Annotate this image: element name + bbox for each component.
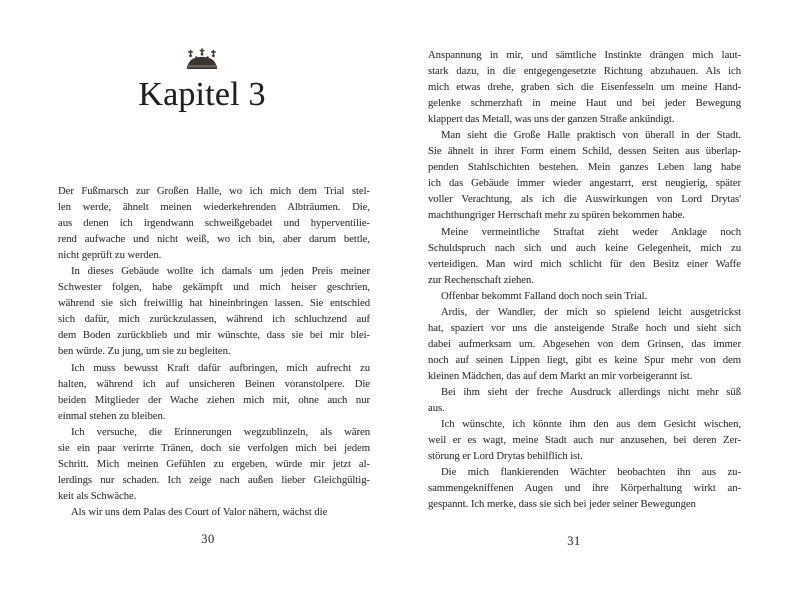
text-line: Ich versuche, die Erinnerungen wegzublinzeln, als wären [71,425,370,438]
chapter-title: Kapitel 3 [138,76,266,113]
text-line: sammengekniffenen Augen und ihre Körperhaltung wirkt an- [428,482,741,495]
text-line: stark dazu, in die entgegengesetzte Richtung abzuhauen. Als ich [428,65,741,78]
right-page-text [428,47,741,512]
text-line: ich das Gebäude immer wieder angestarrt, erst neugierig, später [428,177,741,190]
text-line: gespannt. Ich merke, dass sie sich bei jeder seiner Bewegungen [428,498,696,511]
text-line: dabei aufmerksam um. Abgesehen von dem Grinsen, das immer [428,337,741,350]
text-line: hat, spaziert vor uns die ansteigende Straße hoch und sieht sich [428,321,741,334]
text-line: noch auf seinen Lippen liegt, gibt es keine Spur mehr von dem [428,353,741,366]
text-line: Schwester folgen, habe gekämpft und mich heiser geschrien, [58,281,370,294]
text-line: kleinen Mädchen, das auf dem Markt an mir vorbeigerannt ist. [428,369,693,382]
left-page [58,0,370,600]
text-line: voller Verachtung, als ich die Auswirkungen von Lord Drytas' [428,193,741,206]
text-line: gelenke schmerzhaft in meine Haut und bei jeder Bewegung [428,97,741,110]
left-page-number: 30 [201,532,215,546]
text-line: Offenbar bekommt Falland doch noch sein Trial. [441,289,648,302]
text-line: einmal stehen zu bleiben. [58,409,166,422]
text-line: Die mich flankierenden Wächter beobachten ihn aus zu- [441,466,741,479]
text-line: dem Boden zurückblieb und mir wünschte, dass sie bei mir blei- [58,329,370,342]
text-line: rend aufwache und nicht weiß, wo ich bin, aber darum bettle, [58,233,370,246]
text-line: sie ein paar verirrte Tränen, doch sie verfolgen mich bei jedem [58,441,370,454]
text-line: zur Rechenschaft ziehen. [428,273,534,286]
text-line: Der Fußmarsch zur Großen Halle, wo ich mich dem Trial stel- [58,185,370,197]
crown-icon [58,48,346,72]
text-line: Ardis, der Wandler, der mich so spielend leicht ausgetrickst [441,305,741,318]
text-line: Schuldspruch nach sich und auch keine Gelegenheit, mich zu [428,241,741,254]
text-line: klappert das Metall, was uns der ganzen Straße ankündigt. [428,113,675,126]
text-line: Als wir uns dem Palas des Court of Valor nähern, wächst die [71,505,328,518]
text-line: störung er Lord Drytas behilflich ist. [428,450,583,463]
text-line: aus. [428,402,445,415]
text-line: halten, während ich auf unsicheren Beinen voranstolpere. Die [58,377,370,390]
text-line: beiden Mitglieder der Wache ziehen mich mit, ohne auch nur [58,393,370,406]
text-line: machthungriger Herrschaft mehr zu spüren bekommen habe. [428,209,685,222]
text-line: mich etwas drehe, graben sich die Eisenfesseln um meine Hand- [428,81,741,94]
text-line: Man sieht die Große Halle praktisch von überall in der Stadt. [441,129,741,142]
text-line: Bei ihm sieht der freche Ausdruck allerdings nicht mehr süß [441,385,741,398]
text-line: len werde, ähnelt meinen wiederkehrenden Albträumen. Die, [58,201,370,214]
text-line: Meine vermeintliche Straftat zieht weder Anklage noch [441,225,741,238]
text-line: ben würde. Zu jung, um sie zu begleiten. [58,345,231,358]
text-line: Sie ähnelt in ihrer Form einem Schild, dessen Seiten aus überlap- [428,145,741,158]
left-page-text [58,183,370,520]
text-line: Schritt. Mich meinen Gefühlen zu ergeben, würde mir jetzt al- [58,457,370,470]
text-line: Ich wünschte, ich könnte ihm den aus dem Gesicht wischen, [441,418,741,431]
text-line: Ich muss bewusst Kraft dafür aufbringen, mich aufrecht zu [71,361,370,374]
chapter-heading [58,48,346,112]
right-page [428,0,741,600]
text-line: penden Stahlschichten bestehen. Mein ganzes Leben lang habe [428,161,741,174]
text-line: weil er es wagt, meine Stadt auch nur anzusehen, bei deren Zer- [428,434,741,447]
text-line: In dieses Gebäude wollte ich damals um jeden Preis meiner [71,265,370,278]
text-line: lerdings nur schaden. Ich zeige nach außen lieber Gleichgültig- [58,473,370,486]
right-page-number: 31 [567,534,581,548]
text-line: sich dafür, mich zurückzulassen, während ich schluchzend auf [58,313,370,326]
text-line: verteidigen. Man wird mich schlicht für den Besitz einer Waffe [428,257,741,270]
text-line: während sie sich freiwillig hat hineinbringen lassen. Sie entschied [58,297,370,310]
text-line: keit als Schwäche. [58,489,137,502]
text-line: aus denen ich irgendwann schweißgebadet und hyperventilie- [58,217,370,230]
text-line: nicht geprüft zu werden. [58,249,162,262]
text-line: Anspannung in mir, und sämtliche Instinkte drängen mich laut- [428,49,741,61]
